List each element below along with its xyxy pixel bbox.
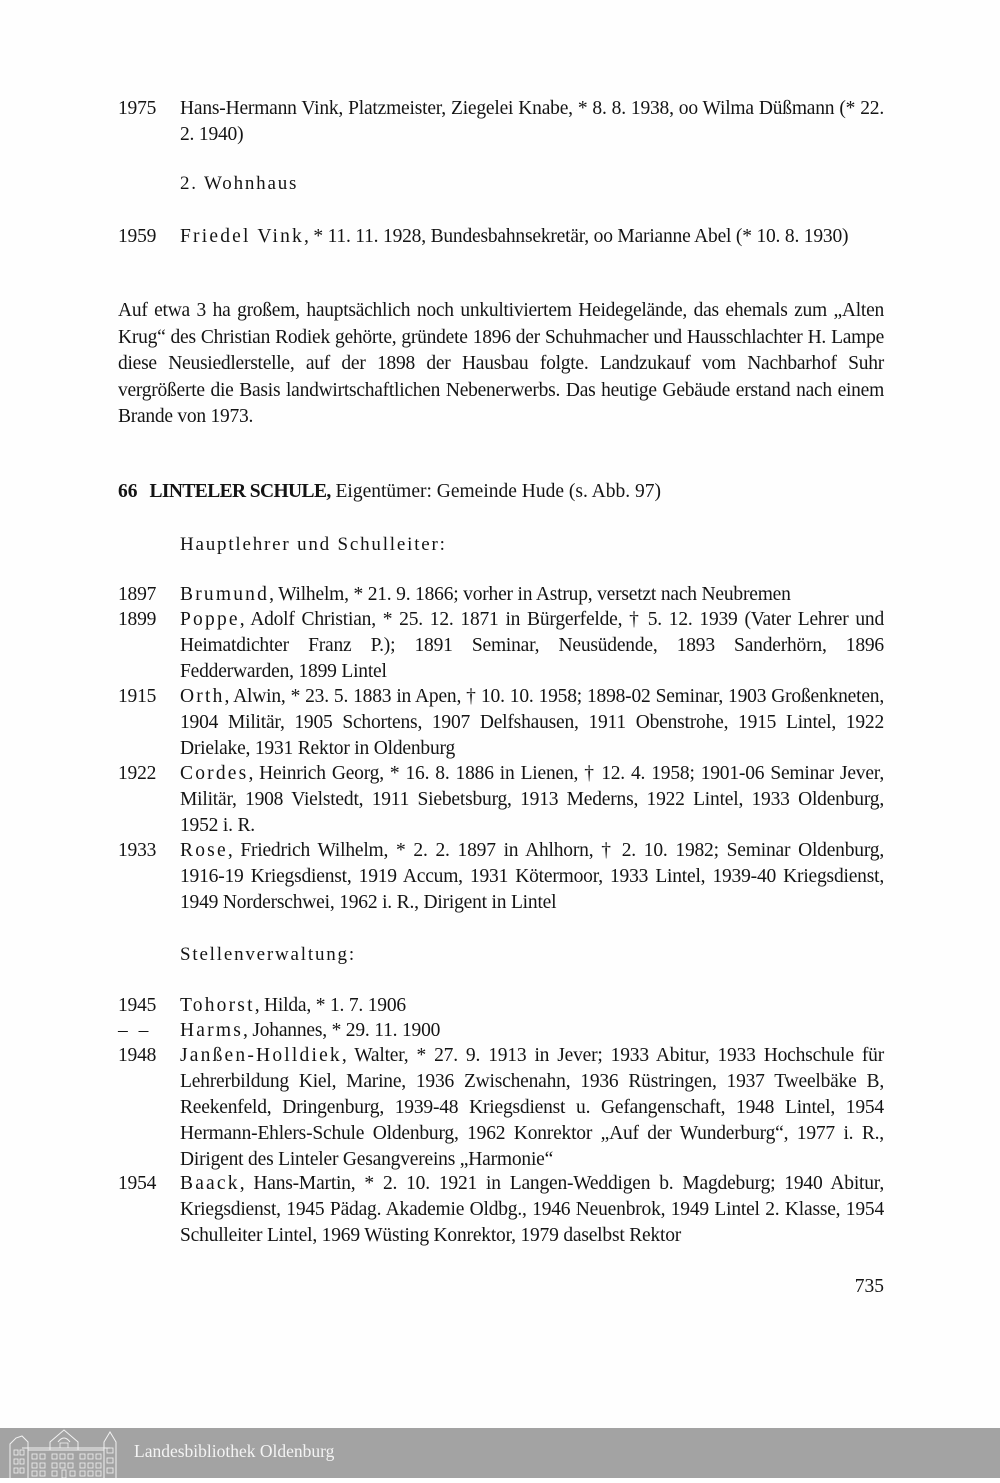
entry-text: Brumund, Wilhelm, * 21. 9. 1866; vorher in Astrup, versetzt nach Neubremen xyxy=(180,584,791,605)
entry-1954 xyxy=(118,1171,884,1249)
entry-1975 xyxy=(118,96,884,148)
entry-year: 1922 xyxy=(118,763,157,784)
person-name: Tohorst xyxy=(180,995,255,1016)
person-name: Janßen-Holldiek xyxy=(180,1045,342,1066)
person-name: Cordes xyxy=(180,763,249,784)
section-title: LINTELER SCHULE, xyxy=(149,481,331,502)
person-name: Baack xyxy=(180,1173,240,1194)
entry-text: Friedel Vink, * 11. 11. 1928, Bundesbahnsekretär, oo Marianne Abel (* 10. 8. 1930) xyxy=(180,226,849,247)
entry-year: 1954 xyxy=(118,1173,157,1194)
library-name: Landesbibliothek Oldenburg xyxy=(134,1441,335,1461)
entry-year: 1915 xyxy=(118,686,157,707)
subheading-hauptlehrer: Hauptlehrer und Schulleiter: xyxy=(180,534,447,555)
entry-text: Orth, Alwin, * 23. 5. 1883 in Apen, † 10. 10. 1958; 1898-02 Seminar, 1903 Großenkneten, 1904 Militär, 1905 Schortens, 1907 Delfshausen, 1911 Obenstrohe, 1915 Lintel, 1922 Drielake, 1931 Rektor in Oldenburg xyxy=(180,686,884,759)
entry-year: 1948 xyxy=(118,1045,157,1066)
entry-year: 1945 xyxy=(118,995,157,1016)
person-name: Friedel Vink xyxy=(180,226,304,247)
section-heading xyxy=(118,479,661,505)
entry-year: 1959 xyxy=(118,226,157,247)
person-name: Harms xyxy=(180,1020,243,1041)
entry-1897 xyxy=(118,582,884,608)
entry-text: Cordes, Heinrich Georg, * 16. 8. 1886 in Lienen, † 12. 4. 1958; 1901-06 Seminar Jever, Militär, 1908 Vielstedt, 1911 Siebetsburg, 1913 Mederns, 1922 Lintel, 1933 Oldenburg, 1952 i. R. xyxy=(180,763,884,836)
person-name: Orth xyxy=(180,686,225,707)
entry-1899 xyxy=(118,607,884,685)
entry-text: Tohorst, Hilda, * 1. 7. 1906 xyxy=(180,995,406,1016)
section-owner: Eigentümer: Gemeinde Hude (s. Abb. 97) xyxy=(330,481,661,502)
entry-year: – – xyxy=(118,1020,152,1041)
entry-1948 xyxy=(118,1043,884,1173)
entry-year: 1975 xyxy=(118,98,157,119)
library-footer-bar xyxy=(0,1428,1000,1478)
subheading-wohnhaus: 2. Wohnhaus xyxy=(180,173,299,194)
section-number: 66 xyxy=(118,481,138,502)
person-name: Poppe xyxy=(180,609,240,630)
entry-text: Harms, Johannes, * 29. 11. 1900 xyxy=(180,1020,441,1041)
history-paragraph: Auf etwa 3 ha großem, hauptsächlich noch unkultiviertem Heidegelände, das ehemals zum „Alten Krug“ des Christian Rodiek gehörte, gründete 1896 der Schuhmacher und Hausschlachter H. Lampe diese Neusiedlerstelle, auf der 1898 der Hausbau folgte. Landzukauf vom Nachbarhof Suhr vergrößerte die Basis landwirtschaftlichen Nebenerwerbs. Das heutige Gebäude erstand nach einem Brande von 1973. xyxy=(118,300,884,427)
page-number: 735 xyxy=(854,1276,884,1297)
entry-1922 xyxy=(118,761,884,839)
entry-text: Hans-Hermann Vink, Platzmeister, Ziegelei Knabe, * 8. 8. 1938, oo Wilma Düßmann (* 22. 2. 1940) xyxy=(180,98,884,145)
entry-text: Rose, Friedrich Wilhelm, * 2. 2. 1897 in Ahlhorn, † 2. 10. 1982; Seminar Oldenburg, 1916-19 Kriegsdienst, 1919 Accum, 1931 Kötermoor, 1933 Lintel, 1939-40 Kriegsdienst, 1949 Norderschwei, 1962 i. R., Dirigent in Lintel xyxy=(180,840,884,913)
entry-dash xyxy=(118,1018,884,1044)
entry-year: 1933 xyxy=(118,840,157,861)
library-building-icon xyxy=(6,1428,126,1478)
entry-year: 1897 xyxy=(118,584,157,605)
entry-year: 1899 xyxy=(118,609,157,630)
entry-text: Baack, Hans-Martin, * 2. 10. 1921 in Langen-Weddigen b. Magdeburg; 1940 Abitur, Kriegsdienst, 1945 Pädag. Akademie Oldbg., 1946 Neuenbrok, 1949 Lintel 2. Klasse, 1954 Schulleiter Lintel, 1969 Wüsting Konrektor, 1979 daselbst Rektor xyxy=(180,1173,884,1246)
person-name: Rose xyxy=(180,840,228,861)
entry-1959 xyxy=(118,224,884,250)
entry-text: Poppe, Adolf Christian, * 25. 12. 1871 in Bürgerfelde, † 5. 12. 1939 (Vater Lehrer und Heimatdichter Franz P.); 1891 Seminar, Neusüdende, 1893 Sanderhörn, 1896 Fedderwarden, 1899 Lintel xyxy=(180,609,884,682)
subheading-stellenverwaltung: Stellenverwaltung: xyxy=(180,944,356,965)
person-name: Brumund xyxy=(180,584,270,605)
entry-1933 xyxy=(118,838,884,916)
entry-1915 xyxy=(118,684,884,762)
entry-1945 xyxy=(118,993,884,1019)
entry-text: Janßen-Holldiek, Walter, * 27. 9. 1913 in Jever; 1933 Abitur, 1933 Hochschule für Lehrerbildung Kiel, Marine, 1936 Zwischenahn, 1936 Rüstringen, 1937 Tweelbäke B, Reekenfeld, Dringenburg, 1939-48 Kriegsdienst u. Gefangenschaft, 1948 Lintel, 1954 Hermann-Ehlers-Schule Oldenburg, 1962 Konrektor „Auf der Wunderburg“, 1977 i. R., Dirigent des Linteler Gesangvereins „Harmonie“ xyxy=(180,1045,884,1170)
